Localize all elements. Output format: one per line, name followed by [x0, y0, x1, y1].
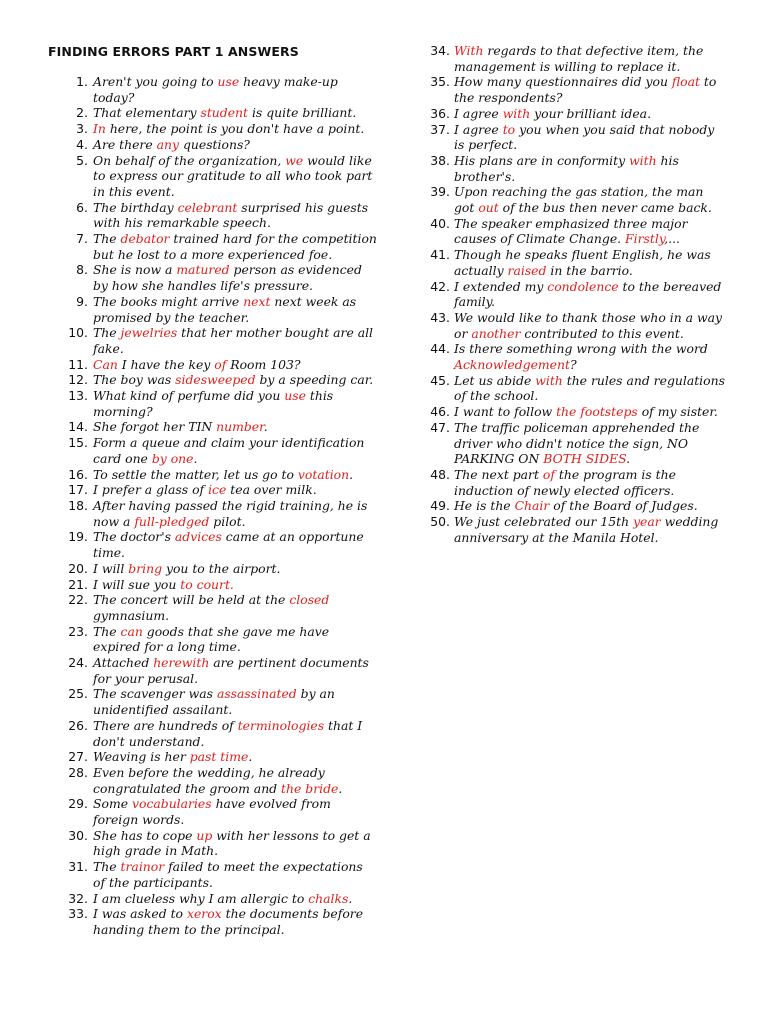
- item-number: 38.: [430, 152, 450, 168]
- error-highlight: trainor: [120, 859, 165, 875]
- error-highlight: another: [471, 325, 521, 341]
- sentence-text: by a speeding car.: [255, 372, 374, 388]
- answer-item: [48, 529, 378, 560]
- sentence-text: The concert will be held at the: [93, 592, 290, 608]
- sentence-text: his brother's.: [454, 152, 679, 184]
- item-number: 3.: [76, 121, 88, 137]
- sentence-text: goods that she gave me have expired for a long time.: [93, 623, 330, 655]
- answer-item: [406, 247, 726, 278]
- answer-item: [406, 341, 726, 372]
- answer-item: [48, 765, 378, 796]
- item-number: 32.: [68, 890, 88, 906]
- answer-item: [48, 655, 378, 686]
- item-number: 45.: [430, 372, 450, 388]
- answer-item: [48, 686, 378, 717]
- sentence-text: We just celebrated our 15th: [454, 514, 634, 530]
- sentence-text: .: [248, 749, 253, 765]
- sentence-text: Is there something wrong with the word: [454, 341, 708, 357]
- sentence-text: of my sister.: [637, 404, 718, 420]
- sentence-text: came at an opportune time.: [93, 529, 364, 561]
- sentence-text: wedding anniversary at the Manila Hotel.: [454, 514, 719, 545]
- sentence-text: you to the airport.: [162, 560, 281, 576]
- item-number: 15.: [68, 435, 88, 451]
- error-highlight: Can: [93, 356, 118, 372]
- sentence-text: The boy was: [93, 372, 176, 388]
- item-number: 41.: [430, 247, 450, 263]
- error-highlight: condolence: [547, 278, 619, 294]
- item-number: 40.: [430, 215, 450, 231]
- item-number: 23.: [68, 623, 88, 639]
- error-highlight: with: [535, 372, 563, 388]
- item-number: 26.: [68, 717, 88, 733]
- answer-item: [406, 514, 726, 545]
- answer-item: [48, 262, 378, 293]
- sentence-text: I am clueless why I am allergic to: [93, 890, 309, 906]
- sentence-text: After having passed the rigid training, he is now a: [93, 497, 368, 529]
- answer-item: [48, 498, 378, 529]
- error-highlight: debator: [120, 231, 170, 247]
- sentence-text: I was asked to: [93, 906, 187, 922]
- error-highlight: bring: [128, 560, 163, 576]
- sentence-text: is quite brilliant.: [248, 105, 357, 121]
- error-highlight: of: [214, 356, 227, 372]
- answer-list-left: [48, 74, 378, 938]
- answer-item: [406, 216, 726, 247]
- sentence-text: The books might arrive: [93, 293, 244, 309]
- sentence-text: tea over milk.: [226, 482, 317, 498]
- error-highlight: vocabularies: [131, 796, 212, 812]
- error-highlight: herewith: [153, 655, 210, 671]
- item-number: 39.: [430, 184, 450, 200]
- error-highlight: any: [156, 136, 180, 152]
- sentence-text: His plans are in conformity: [454, 152, 630, 168]
- sentence-text: She forgot her TIN: [93, 419, 217, 435]
- error-highlight: matured: [176, 262, 230, 278]
- sentence-text: surprised his guests with his remarkable speech.: [93, 199, 369, 231]
- sentence-text: What kind of perfume did you: [93, 388, 285, 404]
- answer-item: [48, 891, 378, 907]
- item-number: 14.: [68, 419, 88, 435]
- sentence-text: I agree: [454, 105, 503, 121]
- answer-item: [48, 153, 378, 200]
- error-highlight: the footsteps: [556, 404, 638, 420]
- item-number: 44.: [430, 341, 450, 357]
- error-highlight: float: [671, 74, 700, 90]
- sentence-text: He is the: [454, 498, 515, 514]
- error-highlight: votation: [297, 466, 350, 482]
- item-number: 9.: [76, 293, 88, 309]
- sentence-text: are pertinent documents for your perusal.: [93, 655, 369, 686]
- item-number: 47.: [430, 419, 450, 435]
- sentence-text: of the bus then never came back.: [498, 200, 712, 216]
- error-highlight: with: [629, 152, 657, 168]
- error-highlight: xerox: [186, 906, 222, 922]
- sentence-text: I want to follow: [454, 404, 557, 420]
- item-number: 29.: [68, 796, 88, 812]
- sentence-text: gymnasium.: [93, 607, 170, 623]
- sentence-text: That elementary: [93, 105, 201, 121]
- left-column: [48, 43, 378, 938]
- sentence-text: Upon reaching the gas station, the man got: [454, 184, 704, 216]
- sentence-text: Though he speaks fluent English, he was actually: [454, 247, 711, 278]
- error-highlight: In: [93, 121, 106, 137]
- error-highlight: we: [285, 152, 304, 168]
- item-number: 34.: [430, 43, 450, 58]
- error-highlight: closed: [289, 592, 330, 608]
- error-highlight: sidesweeped: [175, 372, 256, 388]
- error-highlight: Acknowledgement: [454, 357, 570, 373]
- item-number: 31.: [68, 859, 88, 875]
- sentence-text: have evolved from foreign words.: [93, 796, 331, 828]
- sentence-text: Are there: [93, 136, 157, 152]
- sentence-text: I agree: [454, 121, 503, 137]
- answer-item: [48, 325, 378, 356]
- answer-item: [48, 294, 378, 325]
- item-number: 25.: [68, 686, 88, 702]
- sentence-text: I prefer a glass of: [93, 482, 209, 498]
- error-highlight: student: [200, 105, 249, 121]
- error-highlight: BOTH SIDES: [543, 451, 627, 467]
- sentence-text: The birthday: [93, 199, 178, 215]
- sentence-text: The traffic policeman apprehended the driver who didn't notice the sign, NO PARKING ON: [454, 419, 700, 467]
- answer-item: [48, 624, 378, 655]
- answer-item: [48, 577, 378, 593]
- sentence-text: The speaker emphasized three major causes of Climate Change.: [454, 215, 688, 247]
- item-number: 11.: [68, 356, 88, 372]
- item-number: 20.: [68, 560, 88, 576]
- sentence-text: Room 103?: [226, 356, 301, 372]
- sentence-text: The doctor's: [93, 529, 175, 545]
- answer-item: [406, 498, 726, 514]
- error-highlight: can: [120, 623, 143, 639]
- item-number: 1.: [76, 74, 88, 89]
- answer-item: [48, 435, 378, 466]
- answer-item: [406, 279, 726, 310]
- answer-item: [48, 105, 378, 121]
- sentence-text: Let us abide: [454, 372, 536, 388]
- answer-item: [406, 184, 726, 215]
- item-number: 24.: [68, 655, 88, 671]
- sentence-text: next week as promised by the teacher.: [93, 293, 357, 325]
- item-number: 10.: [68, 325, 88, 341]
- error-highlight: advices: [174, 529, 222, 545]
- item-number: 16.: [68, 466, 88, 482]
- sentence-text: Attached: [93, 655, 154, 671]
- sentence-text: ?: [569, 357, 577, 373]
- answer-item: [48, 749, 378, 765]
- answer-item: [48, 592, 378, 623]
- sentence-text: with her lessons to get a high grade in Math.: [93, 827, 371, 859]
- error-highlight: number: [216, 419, 264, 435]
- sentence-text: in the barrio.: [546, 262, 633, 278]
- sentence-text: to the bereaved family.: [454, 278, 722, 310]
- sentence-text: trained hard for the competition but he lost to a more experienced foe.: [93, 231, 377, 262]
- error-highlight: of: [542, 466, 555, 482]
- sentence-text: .: [263, 419, 268, 435]
- sentence-text: I will: [93, 560, 129, 576]
- error-highlight: assassinated: [216, 686, 297, 702]
- answer-item: [406, 153, 726, 184]
- sentence-text: How many questionnaires did you: [454, 74, 672, 90]
- item-number: 5.: [76, 152, 88, 168]
- sentence-text: Weaving is her: [93, 749, 190, 765]
- item-number: 7.: [76, 231, 88, 247]
- item-number: 43.: [430, 309, 450, 325]
- sentence-text: your brilliant idea.: [530, 105, 652, 121]
- answer-item: [406, 122, 726, 153]
- item-number: 2.: [76, 105, 88, 121]
- error-highlight: terminologies: [237, 717, 325, 733]
- sentence-text: pilot.: [209, 513, 246, 529]
- item-number: 36.: [430, 105, 450, 121]
- item-number: 17.: [68, 482, 88, 498]
- error-highlight: chalks: [308, 890, 349, 906]
- sentence-text: .: [626, 451, 631, 467]
- sentence-text: .: [348, 890, 353, 906]
- sentence-text: Aren't you going to: [93, 74, 218, 89]
- sentence-text: this morning?: [93, 388, 334, 419]
- sentence-text: of the Board of Judges.: [549, 498, 698, 514]
- answer-item: [48, 74, 378, 105]
- sentence-text: Form a queue and claim your identification card one: [93, 435, 365, 466]
- answer-item: [48, 796, 378, 827]
- answer-item: [48, 906, 378, 937]
- error-highlight: ice: [208, 482, 227, 498]
- error-highlight: out: [478, 200, 499, 216]
- item-number: 21.: [68, 576, 88, 592]
- answer-item: [48, 828, 378, 859]
- sentence-text: heavy make-up today?: [93, 74, 338, 105]
- answer-item: [406, 106, 726, 122]
- answer-item: [48, 561, 378, 577]
- sentence-text: Even before the wedding, he already congratulated the groom and: [93, 764, 325, 796]
- error-highlight: with: [502, 105, 531, 121]
- item-number: 30.: [68, 827, 88, 843]
- sentence-text: the rules and regulations of the school.: [454, 372, 725, 404]
- item-number: 46.: [430, 404, 450, 420]
- sentence-text: Some: [93, 796, 132, 812]
- answer-item: [406, 404, 726, 420]
- sentence-text: to the respondents?: [454, 74, 717, 106]
- error-highlight: next: [243, 293, 271, 309]
- sentence-text: contributed to this event.: [520, 325, 684, 341]
- error-highlight: use: [284, 388, 306, 404]
- error-highlight: Firstly: [625, 231, 665, 247]
- item-number: 28.: [68, 764, 88, 780]
- sentence-text: .: [349, 466, 354, 482]
- sentence-text: the program is the induction of newly elected officers.: [454, 466, 676, 498]
- item-number: 6.: [76, 199, 88, 215]
- item-number: 48.: [430, 466, 450, 482]
- sentence-text: questions?: [179, 136, 250, 152]
- answer-item: [406, 74, 726, 105]
- error-highlight: to: [502, 121, 516, 137]
- answer-item: [48, 137, 378, 153]
- sentence-text: She has to cope: [93, 827, 197, 843]
- item-number: 19.: [68, 529, 88, 545]
- answer-item: [48, 718, 378, 749]
- error-highlight: the bride: [281, 780, 339, 796]
- error-highlight: Chair: [514, 498, 550, 514]
- sentence-text: She is now a: [93, 262, 177, 278]
- answer-item: [406, 467, 726, 498]
- sentence-text: There are hundreds of: [93, 717, 238, 733]
- sentence-text: failed to meet the expectations of the participants.: [93, 859, 363, 890]
- sentence-text: would like to express our gratitude to all who took part in this event.: [93, 152, 373, 199]
- sentence-text: The: [93, 325, 121, 341]
- sentence-text: person as evidenced by how she handles life's pressure.: [93, 262, 362, 294]
- sentence-text: ,...: [664, 231, 680, 247]
- answer-item: [48, 467, 378, 483]
- item-number: 33.: [68, 906, 88, 922]
- sentence-text: The scavenger was: [93, 686, 217, 702]
- error-highlight: to court.: [180, 576, 234, 592]
- answer-item: [406, 43, 726, 74]
- item-number: 50.: [430, 514, 450, 530]
- answer-item: [406, 310, 726, 341]
- error-highlight: jewelries: [120, 325, 178, 341]
- answer-item: [48, 482, 378, 498]
- sentence-text: The: [93, 859, 121, 875]
- sentence-text: I will sue you: [93, 576, 181, 592]
- sentence-text: you when you said that nobody is perfect.: [454, 121, 715, 153]
- sentence-text: the documents before handing them to the principal.: [93, 906, 364, 937]
- error-highlight: celebrant: [177, 199, 238, 215]
- answer-item: [48, 388, 378, 419]
- sentence-text: here, the point is you don't have a point.: [105, 121, 365, 137]
- error-highlight: up: [196, 827, 213, 843]
- sentence-text: I extended my: [454, 278, 548, 294]
- sentence-text: We would like to thank those who in a way or: [454, 309, 722, 341]
- error-highlight: year: [633, 514, 661, 530]
- answer-item: [48, 357, 378, 373]
- answer-item: [48, 372, 378, 388]
- item-number: 27.: [68, 749, 88, 765]
- sentence-text: regards to that defective item, the management is willing to replace it.: [454, 43, 704, 74]
- sentence-text: that I don't understand.: [93, 717, 363, 749]
- item-number: 42.: [430, 278, 450, 294]
- item-number: 49.: [430, 498, 450, 514]
- error-highlight: With: [454, 43, 484, 58]
- error-highlight: past time: [189, 749, 249, 765]
- answer-list-right: [406, 43, 726, 546]
- item-number: 12.: [68, 372, 88, 388]
- answer-item: [48, 200, 378, 231]
- sentence-text: The next part: [454, 466, 543, 482]
- item-number: 35.: [430, 74, 450, 90]
- answer-item: [48, 121, 378, 137]
- sentence-text: On behalf of the organization,: [93, 152, 286, 168]
- item-number: 37.: [430, 121, 450, 137]
- item-number: 13.: [68, 388, 88, 404]
- sentence-text: To settle the matter, let us go to: [93, 466, 298, 482]
- error-highlight: use: [217, 74, 240, 89]
- sentence-text: that her mother bought are all fake.: [93, 325, 374, 356]
- page-title: FINDING ERRORS PART 1 ANSWERS: [48, 44, 299, 59]
- sentence-text: .: [193, 450, 198, 466]
- answer-item: [406, 373, 726, 404]
- item-number: 4.: [76, 136, 88, 152]
- sentence-text: The: [93, 231, 121, 247]
- error-highlight: raised: [507, 262, 547, 278]
- error-highlight: full-pledged: [134, 513, 210, 529]
- sentence-text: I have the key: [117, 356, 215, 372]
- right-column: [406, 43, 726, 546]
- item-number: 8.: [76, 262, 88, 278]
- answer-item: [48, 419, 378, 435]
- answer-item: [48, 231, 378, 262]
- item-number: 22.: [68, 592, 88, 608]
- item-number: 18.: [68, 497, 88, 513]
- sentence-text: The: [93, 623, 121, 639]
- error-highlight: by one: [151, 450, 194, 466]
- answer-item: [48, 859, 378, 890]
- sentence-text: by an unidentified assailant.: [93, 686, 335, 718]
- sentence-text: .: [338, 780, 343, 796]
- answer-item: [406, 420, 726, 467]
